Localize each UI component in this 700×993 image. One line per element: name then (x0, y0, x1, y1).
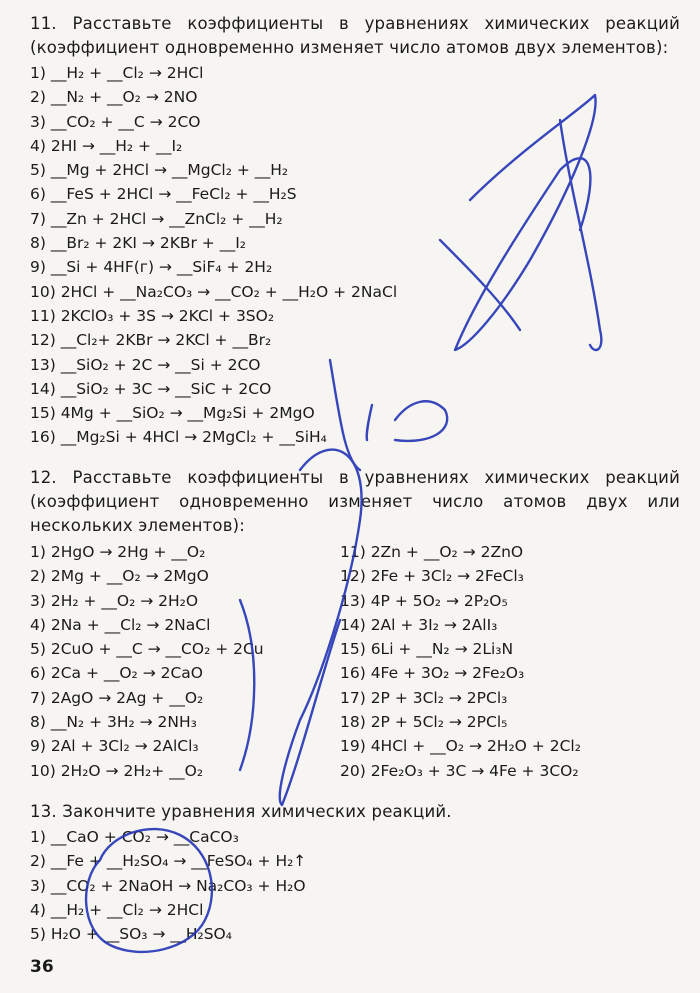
equation-row: 3) __CO₂ + 2NaOH → Na₂CO₃ + H₂O (30, 876, 306, 895)
equation-row: 12) 2Fe + 3Cl₂ → 2FeCl₃ (340, 567, 524, 586)
equation-row: 2) __N₂ + __O₂ → 2NO (30, 88, 198, 107)
equation-row: 13) __SiO₂ + 2C → __Si + 2CO (30, 355, 261, 374)
task-12-right-column (340, 540, 581, 783)
equation-row: 15) 4Mg + __SiO₂ → __Mg₂Si + 2MgO (30, 404, 315, 423)
equation-row: 1) 2HgO → 2Hg + __O₂ (30, 543, 206, 561)
task-11-title: 11. Расставьте коэффициенты в уравнениях химических реакций (коэффициент одновременно изменяет число атомов двух элементов): (30, 14, 680, 57)
equation-row: 1) __H₂ + __Cl₂ → 2HCl (30, 64, 204, 82)
equation-row: 14) 2Al + 3I₂ → 2AlI₃ (340, 615, 498, 634)
equation-row: 9) __Si + 4HF(г) → __SiF₄ + 2H₂ (30, 258, 273, 277)
equation-row: 3) 2H₂ + __O₂ → 2H₂O (30, 591, 199, 610)
page-number: 36 (30, 957, 54, 977)
equation-row: 10) 2H₂O → 2H₂+ __O₂ (30, 761, 204, 780)
equation-row: 8) __Br₂ + 2KI → 2KBr + __I₂ (30, 234, 246, 253)
equation-row: 12) __Cl₂+ 2KBr → 2KCl + __Br₂ (30, 331, 272, 350)
equation-row: 19) 4HCl + __O₂ → 2H₂O + 2Cl₂ (340, 737, 581, 756)
equation-row: 9) 2Al + 3Cl₂ → 2AlCl₃ (30, 737, 199, 756)
equation-row: 17) 2P + 3Cl₂ → 2PCl₃ (340, 688, 508, 707)
equation-row: 4) 2HI → __H₂ + __I₂ (30, 136, 183, 155)
task-13-equations (30, 825, 306, 946)
equation-row: 13) 4P + 5O₂ → 2P₂O₅ (340, 591, 508, 610)
equation-row: 4) 2Na + __Cl₂ → 2NaCl (30, 615, 211, 634)
equation-row: 6) __FeS + 2HCl → __FeCl₂ + __H₂S (30, 185, 297, 204)
equation-row: 10) 2HCl + __Na₂CO₃ → __CO₂ + __H₂O + 2NaCl (30, 282, 398, 301)
task-12-title: 12. Расставьте коэффициенты в уравнениях химических реакций (коэффициент одновременно изменяет число атомов двух или нескольких элементов): (30, 468, 680, 535)
equation-row: 16) 4Fe + 3O₂ → 2Fe₂O₃ (340, 664, 525, 683)
equation-row: 3) __CO₂ + __C → 2CO (30, 112, 201, 131)
equation-row: 2) __Fe + __H₂SO₄ → __FeSO₄ + H₂↑ (30, 852, 307, 871)
equation-row: 2) 2Mg + __O₂ → 2MgO (30, 567, 209, 586)
task-13-title: 13. Закончите уравнения химических реакций. (30, 802, 452, 821)
equation-row: 8) __N₂ + 3H₂ → 2NH₃ (30, 713, 197, 732)
equation-row: 20) 2Fe₂O₃ + 3C → 4Fe + 3CO₂ (340, 761, 579, 780)
equation-row: 7) 2AgO → 2Ag + __O₂ (30, 688, 204, 707)
task-11-equations (30, 61, 397, 450)
equation-row: 11) 2KClO₃ + 3S → 2KCl + 3SO₂ (30, 306, 275, 325)
equation-row: 5) 2CuO + __C → __CO₂ + 2Cu (30, 640, 264, 659)
equation-row: 1) __CaO + CO₂ → __CaCO₃ (30, 828, 239, 846)
equation-row: 5) H₂O + __SO₃ → __H₂SO₄ (30, 925, 232, 944)
equation-row: 14) __SiO₂ + 3C → __SiC + 2CO (30, 379, 272, 398)
equation-row: 11) 2Zn + __O₂ → 2ZnO (340, 543, 524, 561)
equation-row: 5) __Mg + 2HCl → __MgCl₂ + __H₂ (30, 161, 289, 180)
equation-row: 15) 6Li + __N₂ → 2Li₃N (340, 640, 514, 659)
equation-row: 7) __Zn + 2HCl → __ZnCl₂ + __H₂ (30, 209, 283, 228)
equation-row: 18) 2P + 5Cl₂ → 2PCl₅ (340, 713, 508, 732)
equation-row: 6) 2Ca + __O₂ → 2CaO (30, 664, 203, 683)
equation-row: 4) __H₂ + __Cl₂ → 2HCl (30, 900, 204, 919)
task-12-left-column (30, 540, 264, 783)
equation-row: 16) __Mg₂Si + 4HCl → 2MgCl₂ + __SiH₄ (30, 428, 327, 447)
